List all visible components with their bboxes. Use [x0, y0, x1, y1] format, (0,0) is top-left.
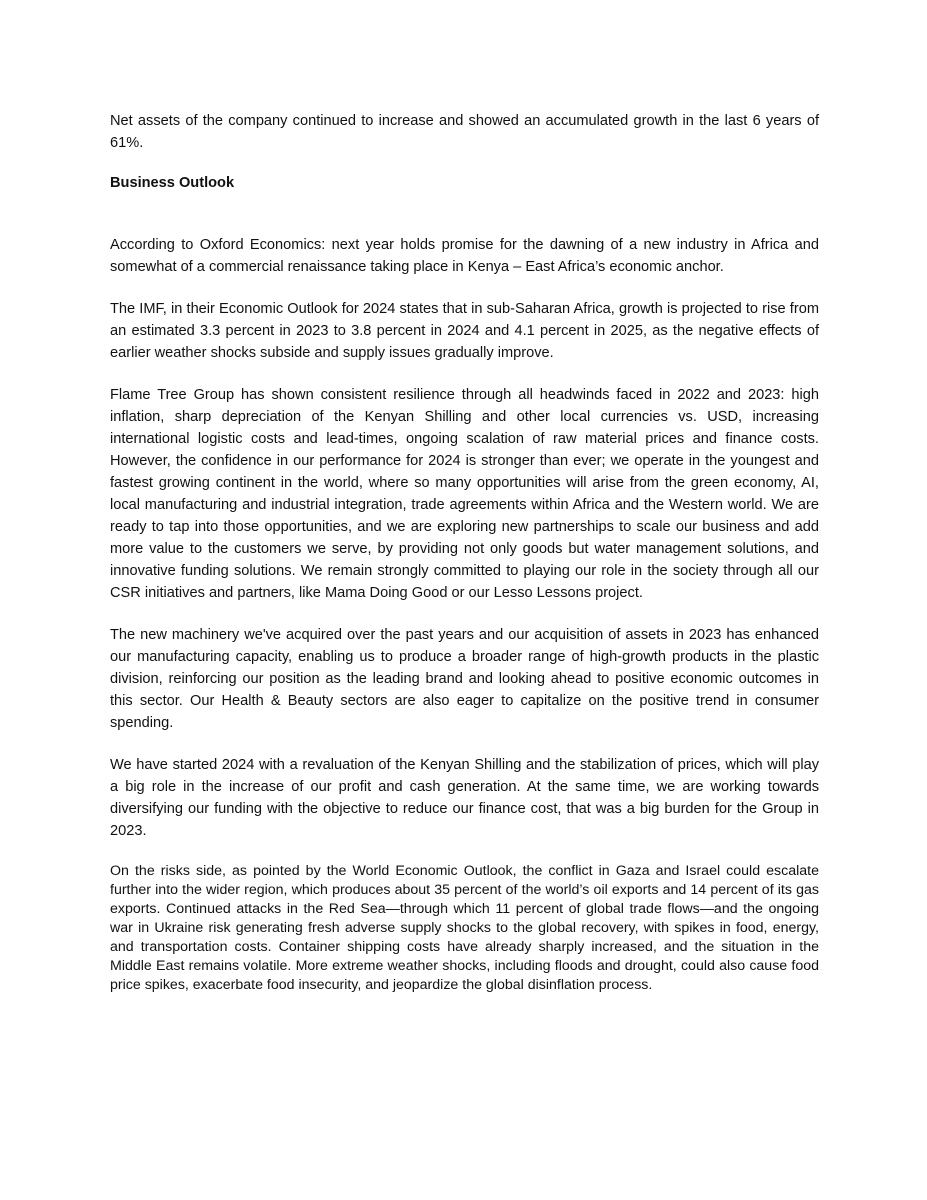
page-content: [110, 110, 819, 995]
oxford-economics-paragraph: According to Oxford Economics: next year holds promise for the dawning of a new industry in Africa and somewhat of a commercial renaissance taking place in Kenya – East Africa’s economic anchor.: [110, 237, 819, 275]
imf-outlook-paragraph: The IMF, in their Economic Outlook for 2024 states that in sub-Saharan Africa, growth is projected to rise from an estimated 3.3 percent in 2023 to 3.8 percent in 2024 and 4.1 percent in 2025, as the negative effects of earlier weather shocks subside and supply issues gradually improve.: [110, 301, 819, 361]
resilience-paragraph: Flame Tree Group has shown consistent resilience through all headwinds faced in 2022 and 2023: high inflation, sharp depreciation of the Kenyan Shilling and other local currencies vs. USD, increasing international logistic costs and lead-times, ongoing scalation of raw material prices and finance costs. However, the confidence in our performance for 2024 is stronger than ever; we operate in the youngest and fastest growing continent in the world, where so many opportunities will arise from the green economy, AI, local manufacturing and industrial integration, trade agreements within Africa and the Western world. We are ready to tap into those opportunities, and we are exploring new partnerships to scale our business and add more value to the customers we serve, by providing not only goods but water management solutions, and innovative funding solutions. We remain strongly committed to playing our role in the society through all our CSR initiatives and partners, like Mama Doing Good or our Lesso Lessons project.: [110, 387, 819, 601]
net-assets-paragraph: Net assets of the company continued to increase and showed an accumulated growth in the last 6 years of 61%.: [110, 113, 819, 151]
revaluation-paragraph: We have started 2024 with a revaluation of the Kenyan Shilling and the stabilization of prices, which will play a big role in the increase of our profit and cash generation. At the same time, we are working towards diversifying our funding with the objective to reduce our finance cost, that was a big burden for the Group in 2023.: [110, 757, 819, 839]
risks-paragraph: On the risks side, as pointed by the World Economic Outlook, the conflict in Gaza and Israel could escalate further into the wider region, which produces about 35 percent of the world’s oil exports and 14 percent of its gas exports. Continued attacks in the Red Sea—through which 11 percent of global trade flows—and the ongoing war in Ukraine risk generating fresh adverse supply shocks to the global recovery, with spikes in food, energy, and transportation costs. Container shipping costs have already sharply increased, and the situation in the Middle East remains volatile. More extreme weather shocks, including floods and drought, could also cause food price spikes, exacerbate food insecurity, and jeopardize the global disinflation process.: [110, 863, 819, 993]
machinery-paragraph: The new machinery we've acquired over the past years and our acquisition of assets in 2023 has enhanced our manufacturing capacity, enabling us to produce a broader range of high-growth products in the plastic division, reinforcing our position as the leading brand and looking ahead to positive economic outcomes in this sector. Our Health & Beauty sectors are also eager to capitalize on the positive trend in consumer spending.: [110, 627, 819, 731]
business-outlook-heading: Business Outlook: [110, 175, 235, 191]
